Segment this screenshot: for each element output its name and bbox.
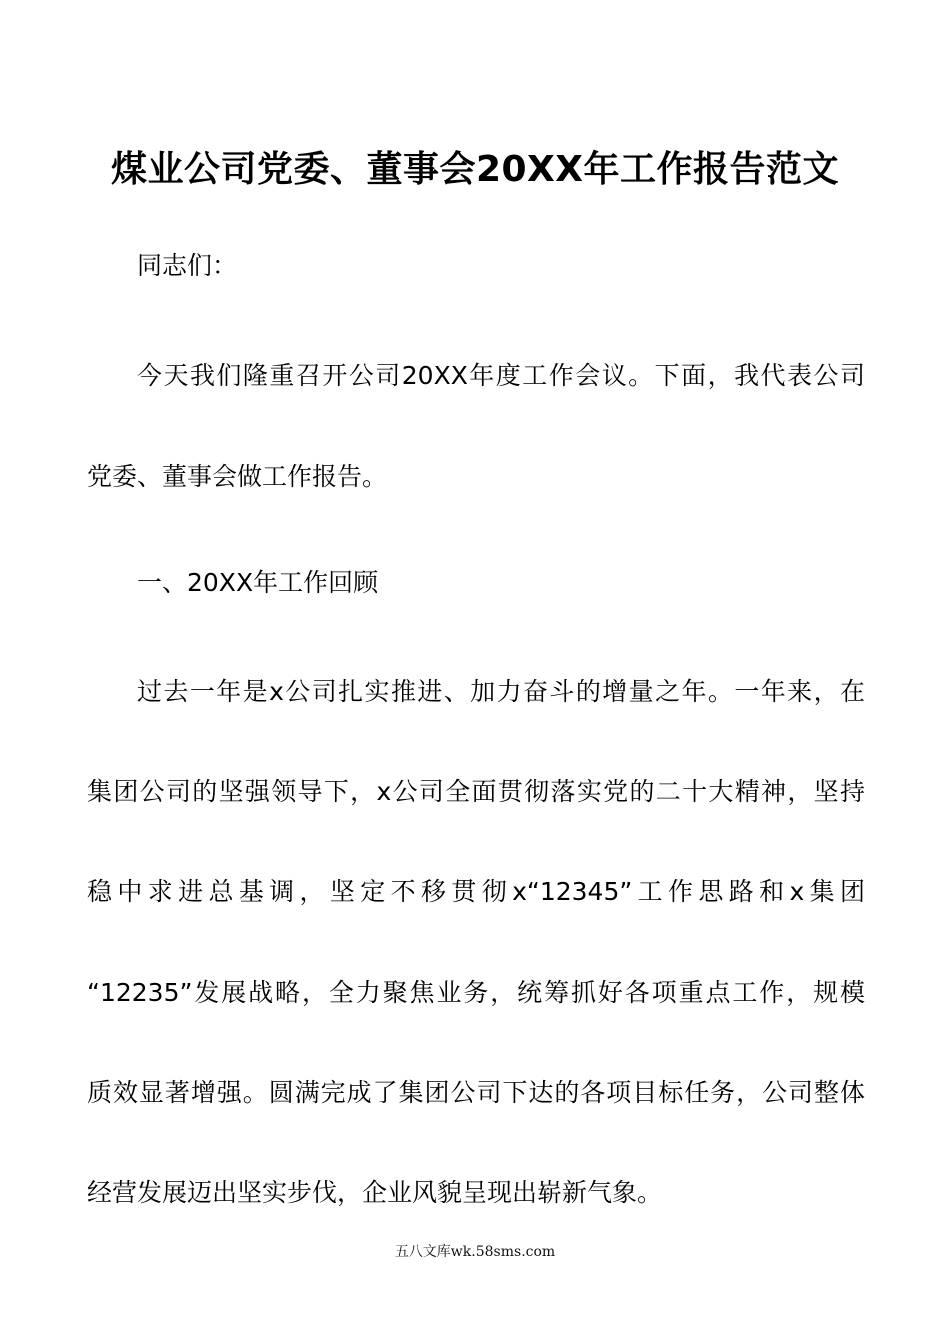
paragraph2-line4: “12235”发展战略，全力聚焦业务，统筹抓好各项重点工作，规模 bbox=[87, 978, 865, 1007]
salutation: 同志们： bbox=[137, 251, 238, 280]
paragraph1-line2: 党委、董事会做工作报告。 bbox=[87, 462, 388, 491]
paragraph2-line3: 稳中求进总基调，坚定不移贯彻x“12345”工作思路和x集团 bbox=[87, 877, 865, 906]
paragraph2-line1: 过去一年是x公司扎实推进、加力奋斗的增量之年。一年来，在 bbox=[137, 677, 865, 706]
paragraph2-line2: 集团公司的坚强领导下，x公司全面贯彻落实党的二十大精神，坚持 bbox=[87, 777, 865, 806]
paragraph1-line1: 今天我们隆重召开公司20XX年度工作会议。下面，我代表公司 bbox=[137, 361, 865, 390]
paragraph2-line5: 质效显著增强。圆满完成了集团公司下达的各项目标任务，公司整体 bbox=[87, 1078, 865, 1107]
section-heading: 一、20XX年工作回顾 bbox=[137, 568, 379, 597]
paragraph2-line6: 经营发展迈出坚实步伐，企业风貌呈现出崭新气象。 bbox=[87, 1178, 663, 1207]
footer-watermark: 五八文库wk.58sms.com bbox=[394, 1244, 556, 1260]
document-title: 煤业公司党委、董事会20XX年工作报告范文 bbox=[110, 149, 840, 190]
